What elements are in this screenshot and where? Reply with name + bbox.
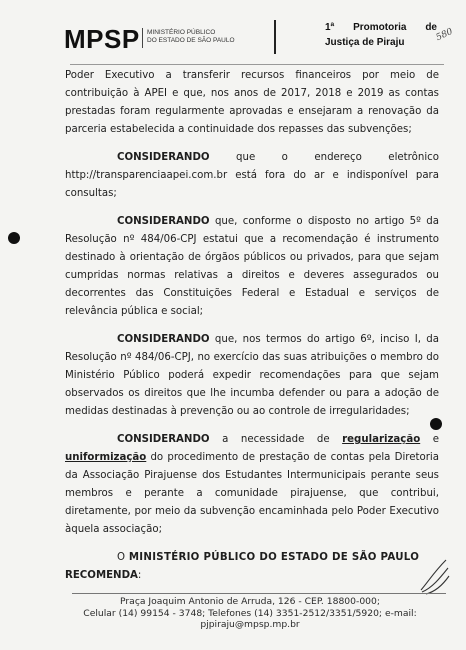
ministerio-name: MINISTÉRIO PÚBLICO DO ESTADO DE SÃO PAULO: [128, 552, 420, 563]
promotoria-word: Promotoria: [353, 22, 407, 33]
regularizacao-term: regularização: [342, 434, 421, 445]
considerando-paragraph-4: [65, 431, 439, 539]
considerando-keyword: CONSIDERANDO: [117, 152, 210, 163]
document-body: [65, 67, 439, 585]
promotoria-ordinal: 1ª: [325, 22, 335, 33]
footer-line-3: pjpiraju@mpsp.mp.br: [200, 619, 300, 630]
footer-address: [60, 596, 440, 631]
promotoria-line-1: [325, 20, 437, 35]
recomenda-keyword: RECOMENDA: [65, 570, 138, 581]
ministry-line-2: DO ESTADO DE SÃO PAULO: [147, 37, 235, 44]
ministerio-prefix: O: [117, 552, 129, 563]
header-divider: [274, 20, 276, 54]
ministry-label: [147, 29, 235, 45]
considerando-paragraph-2: [65, 213, 439, 321]
considerando-keyword: CONSIDERANDO: [117, 334, 210, 345]
recomenda-line: [65, 567, 439, 585]
considerando-text-a: a necessidade de: [209, 434, 343, 445]
considerando-text-c: do procedimento de prestação de contas pela Diretoria da Associação Pirajuense dos Estudantes Intermunicipais perante seus membros e perante a comunidade pirajuense, que contribui, diretamente, por meio da subvenção encaminhada pelo Poder Executivo àquela associação;: [65, 452, 439, 535]
considerando-paragraph-1: [65, 149, 439, 203]
considerando-text: que, conforme o disposto no artigo 5º da Resolução nº 484/06-CPJ estatui que a recomendação é instrumento destinado à orientação de órgãos públicos ou privados, para que sejam cumpridas normas relativas a direitos e deveres assegurados ou decorrentes das Constituições Federal e Estadual e serviços de relevância pública e social;: [65, 216, 439, 317]
initials-signature: [418, 556, 452, 596]
punch-hole-right: [430, 418, 442, 430]
paragraph-continuation: Poder Executivo a transferir recursos financeiros por meio de contribuição à APEI e que, nos anos de 2017, 2018 e 2019 as contas prestadas foram regularmente aprovadas e ensejaram a renovação da parceria estabelecida a continuidade dos repasses das subvenções;: [65, 70, 439, 135]
considerando-text-b: e: [420, 434, 439, 445]
considerando-text: que o endereço eletrônico http://transparenciaapei.com.br está fora do ar e indisponível para consultas;: [65, 152, 439, 199]
considerando-keyword: CONSIDERANDO: [117, 216, 210, 227]
mpsp-logo: MPSP: [64, 24, 140, 54]
considerando-text: que, nos termos do artigo 6º, inciso I, da Resolução nº 484/06-CPJ, no exercício das suas atribuições o membro do Ministério Público poderá expedir recomendações para que sejam observados os direitos que lhe incumba defender ou para a adoção de medidas destinadas à prevenção ou ao controle de irregularidades;: [65, 334, 439, 417]
uniformizacao-term: uniformização: [65, 452, 147, 463]
considerando-paragraph-3: [65, 331, 439, 421]
recomenda-colon: :: [137, 570, 142, 581]
promotoria-title: [325, 20, 437, 50]
footer-line-2: Celular (14) 99154 - 3748; Telefones (14) 3351-2512/3351/5920; e-mail:: [83, 607, 417, 619]
ministry-line-1: MINISTÉRIO PÚBLICO: [147, 29, 216, 36]
header-rule: [70, 64, 444, 65]
logo-divider: [142, 28, 143, 48]
considerando-keyword: CONSIDERANDO: [117, 434, 210, 445]
footer-rule: [72, 593, 446, 594]
promotoria-de: de: [425, 22, 437, 33]
page-folio-number: 580: [434, 26, 455, 44]
punch-hole-left: [8, 232, 20, 244]
footer-line-1: Praça Joaquim Antonio de Arruda, 126 - CEP. 18800-000;: [120, 596, 380, 607]
promotoria-line-2: Justiça de Piraju: [325, 37, 405, 48]
ministerio-heading: [65, 549, 439, 567]
